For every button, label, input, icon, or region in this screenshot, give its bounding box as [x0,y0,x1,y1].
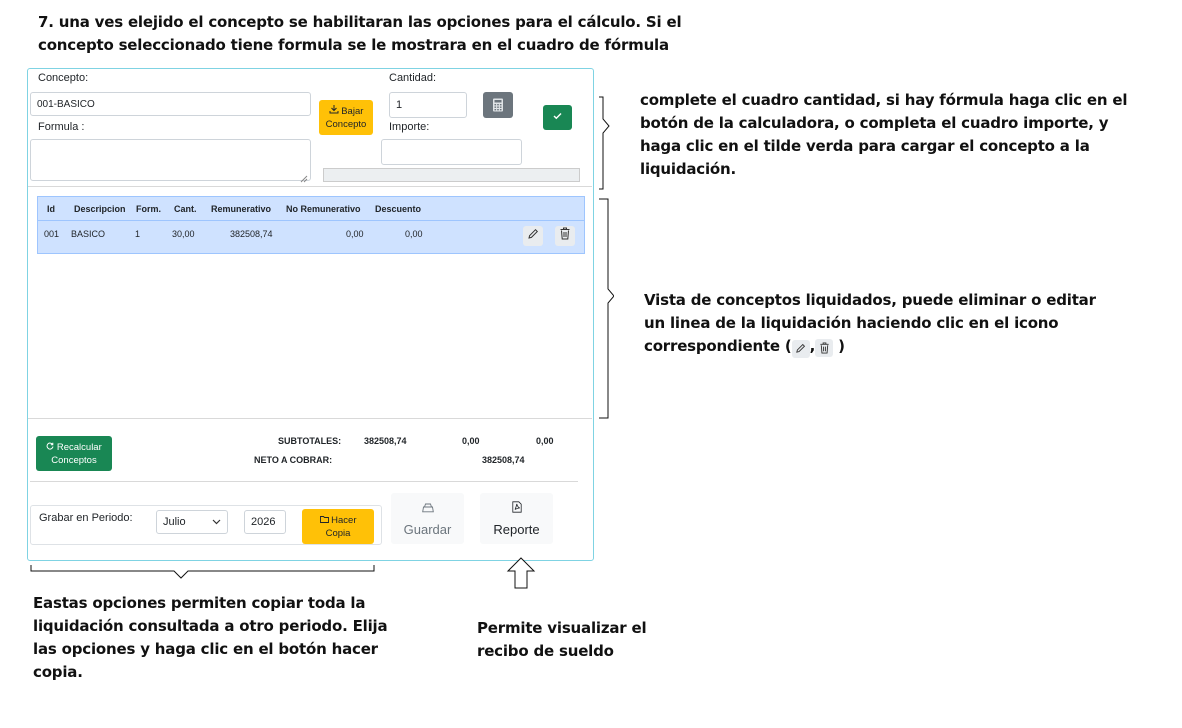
concepto-label: Concepto: [38,72,89,84]
pencil-icon [527,227,539,245]
guardar-label: Guardar [403,521,452,537]
table-bottom-divider [28,418,592,419]
year-input[interactable]: 2026 [244,510,286,534]
chevron-down-icon [212,516,221,528]
subtotal-no-remunerativo: 0,00 [462,436,480,446]
hacer-copia-button[interactable] [302,509,374,544]
delete-row-button[interactable] [555,226,575,246]
vista-help-end: ) [833,337,845,355]
vista-help-note [644,289,1114,358]
neto-value: 382508,74 [482,455,525,465]
recalcular-conceptos-button[interactable] [36,436,112,471]
neto-label: NETO A COBRAR: [254,455,333,465]
cell-descuento: 0,00 [405,229,423,239]
recalcular-label-1: Recalcular [56,441,102,453]
edit-row-button[interactable] [523,226,543,246]
vista-help-sep: , [809,337,816,355]
download-icon [329,105,364,118]
section-divider [28,186,592,187]
concepto-input[interactable]: 001-BASICO [30,92,311,116]
recalcular-label-2: Conceptos [51,454,97,466]
reporte-button[interactable] [480,493,553,544]
bajar-concepto-button[interactable] [319,100,373,135]
month-select[interactable] [156,510,228,534]
bracket-middle [598,198,614,420]
cell-no-remunerativo: 0,00 [346,229,364,239]
step-note: 7. una ves elejido el concepto se habilitaran las opciones para el cálculo. Si el concepto seleccionado tiene formula se le mostrara en el cuadro de fórmula [38,13,682,54]
month-value: Julio [163,516,186,528]
pdf-icon [512,501,522,516]
reporte-help-note: Permite visualizar el recibo de sueldo [477,619,647,660]
importe-input[interactable] [381,139,522,165]
th-descripcion: Descripcion [74,204,126,214]
bajar-label-1: Bajar [341,105,364,117]
th-no-remunerativo: No Remunerativo [286,204,361,214]
reporte-label: Reporte [493,521,540,537]
refresh-icon [46,442,54,453]
th-cant: Cant. [174,204,197,214]
formula-textarea[interactable] [30,139,311,181]
importe-label: Importe: [389,121,430,133]
subtotales-label: SUBTOTALES: [278,436,342,446]
check-icon [553,111,562,124]
hacer-label-2: Copia [325,527,351,539]
copiar-help-note: Eastas opciones permiten copiar toda la liquidación consultada a otro periodo. Elija las opciones y haga clic en el botón hacer copia. [33,594,388,681]
up-arrow-icon [506,557,536,589]
trash-icon [559,227,571,245]
formula-label: Formula : [38,121,85,133]
totals-divider [30,481,578,482]
folder-icon [320,515,329,526]
formula-progress-bar [323,168,580,182]
cell-remunerativo: 382508,74 [230,229,273,239]
vista-help-text: Vista de conceptos liquidados, puede eliminar o editar un linea de la liquidación haciendo clic en el icono correspondiente ( [644,291,1096,355]
bracket-bottom [30,564,376,580]
trash-icon [815,339,833,357]
subtotal-descuento: 0,00 [536,436,554,446]
periodo-label: Grabar en Periodo: [39,512,133,524]
th-remunerativo: Remunerativo [211,204,272,214]
hacer-label-1: Hacer [331,514,357,526]
cell-form: 1 [135,229,141,239]
cantidad-input[interactable]: 1 [389,92,467,118]
bajar-label-2: Concepto [325,118,367,130]
cell-id: 001 [44,229,60,239]
pencil-icon [792,340,810,358]
guardar-button[interactable] [391,493,464,544]
th-descuento: Descuento [375,204,422,214]
subtotal-remunerativo: 382508,74 [364,436,407,446]
cantidad-label: Cantidad: [389,72,437,84]
calculator-button[interactable] [483,92,513,118]
th-id: Id [47,204,55,214]
bracket-top [598,96,614,190]
th-form: Form. [136,204,162,214]
table-row [38,221,584,253]
add-concept-check-button[interactable] [543,105,572,130]
cell-cant: 30,00 [172,229,195,239]
cantidad-help-note: complete el cuadro cantidad, si hay fórmula haga clic en el botón de la calculadora, o completa el cuadro importe, y haga clic en el tilde verda para cargar el concepto a la liquidación. [640,91,1128,178]
cell-descripcion: BASICO [71,229,106,239]
save-icon [422,501,434,516]
calculator-icon [492,98,504,117]
